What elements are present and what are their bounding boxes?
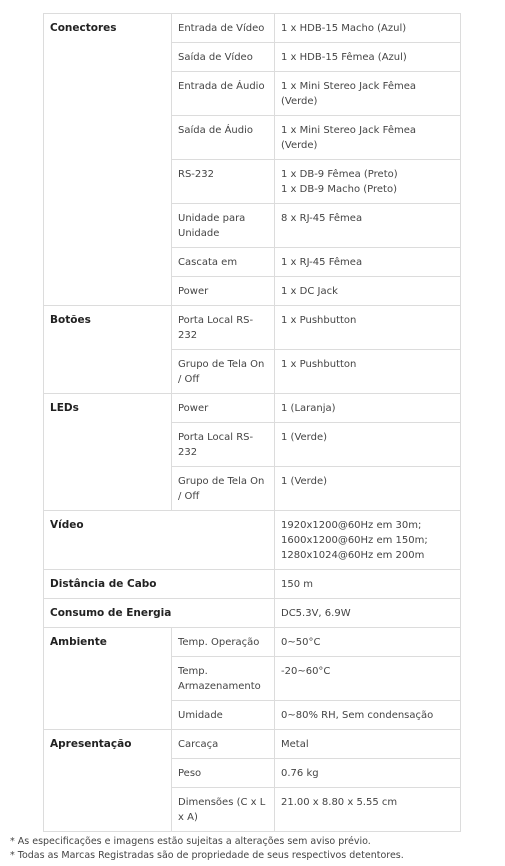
spec-label: Grupo de Tela On / Off — [172, 467, 275, 511]
spec-value: 1 x HDB-15 Fêmea (Azul) — [275, 43, 461, 72]
spec-value: 1 x Mini Stereo Jack Fêmea (Verde) — [275, 72, 461, 116]
spec-label: Temp. Operação — [172, 628, 275, 657]
category-video: Vídeo — [44, 511, 275, 570]
spec-value — [275, 160, 461, 204]
footnote: * Todas as Marcas Registradas são de propriedade de seus respectivos detentores. — [10, 850, 404, 861]
spec-value: 1 x RJ-45 Fêmea — [275, 248, 461, 277]
spec-label: Entrada de Áudio — [172, 72, 275, 116]
table-row — [44, 511, 461, 570]
spec-label: RS-232 — [172, 160, 275, 204]
spec-value: 8 x RJ-45 Fêmea — [275, 204, 461, 248]
spec-value: 1 (Verde) — [275, 423, 461, 467]
spec-value: 1 x DC Jack — [275, 277, 461, 306]
spec-value: 150 m — [275, 570, 461, 599]
category-distancia-de-cabo: Distância de Cabo — [44, 570, 275, 599]
spec-label: Entrada de Vídeo — [172, 14, 275, 43]
category-leds: LEDs — [44, 394, 172, 511]
spec-label: Power — [172, 394, 275, 423]
category-apresentacao: Apresentação — [44, 730, 172, 832]
spec-label: Grupo de Tela On / Off — [172, 350, 275, 394]
table-row — [44, 570, 461, 599]
spec-value — [275, 511, 461, 570]
spec-value-line: 1280x1024@60Hz em 200m — [281, 550, 425, 561]
spec-value: 0~50°C — [275, 628, 461, 657]
spec-label: Cascata em — [172, 248, 275, 277]
category-consumo-de-energia: Consumo de Energia — [44, 599, 275, 628]
spec-label: Power — [172, 277, 275, 306]
spec-value: -20~60°C — [275, 657, 461, 701]
table-row — [44, 730, 461, 759]
spec-label: Saída de Áudio — [172, 116, 275, 160]
spec-value: 1 (Verde) — [275, 467, 461, 511]
spec-value: 1 x Pushbutton — [275, 306, 461, 350]
spec-label: Unidade para Unidade — [172, 204, 275, 248]
table-row — [44, 628, 461, 657]
spec-label: Carcaça — [172, 730, 275, 759]
spec-value: 0.76 kg — [275, 759, 461, 788]
specifications-table — [43, 13, 461, 832]
spec-label: Peso — [172, 759, 275, 788]
spec-value-line: 1 x DB-9 Macho (Preto) — [281, 184, 397, 195]
spec-value: 1 x HDB-15 Macho (Azul) — [275, 14, 461, 43]
spec-value: 1 x Mini Stereo Jack Fêmea (Verde) — [275, 116, 461, 160]
table-row — [44, 394, 461, 423]
spec-value-line: 1920x1200@60Hz em 30m; — [281, 520, 422, 531]
spec-label: Umidade — [172, 701, 275, 730]
spec-value-line: 1 x DB-9 Fêmea (Preto) — [281, 169, 398, 180]
spec-value: 1 (Laranja) — [275, 394, 461, 423]
table-row — [44, 14, 461, 43]
table-row — [44, 599, 461, 628]
spec-value-line: 1600x1200@60Hz em 150m; — [281, 535, 428, 546]
spec-value: Metal — [275, 730, 461, 759]
footnote: * As especificações e imagens estão sujeitas a alterações sem aviso prévio. — [10, 836, 371, 847]
table-row — [44, 306, 461, 350]
spec-label: Porta Local RS-232 — [172, 423, 275, 467]
spec-label: Dimensões (C x L x A) — [172, 788, 275, 832]
category-ambiente: Ambiente — [44, 628, 172, 730]
spec-value: DC5.3V, 6.9W — [275, 599, 461, 628]
spec-value: 0~80% RH, Sem condensação — [275, 701, 461, 730]
spec-value: 1 x Pushbutton — [275, 350, 461, 394]
category-conectores: Conectores — [44, 14, 172, 306]
spec-label: Temp. Armazenamento — [172, 657, 275, 701]
spec-label: Saída de Vídeo — [172, 43, 275, 72]
category-botoes: Botões — [44, 306, 172, 394]
footnotes — [10, 835, 500, 863]
spec-label: Porta Local RS-232 — [172, 306, 275, 350]
spec-value: 21.00 x 8.80 x 5.55 cm — [275, 788, 461, 832]
